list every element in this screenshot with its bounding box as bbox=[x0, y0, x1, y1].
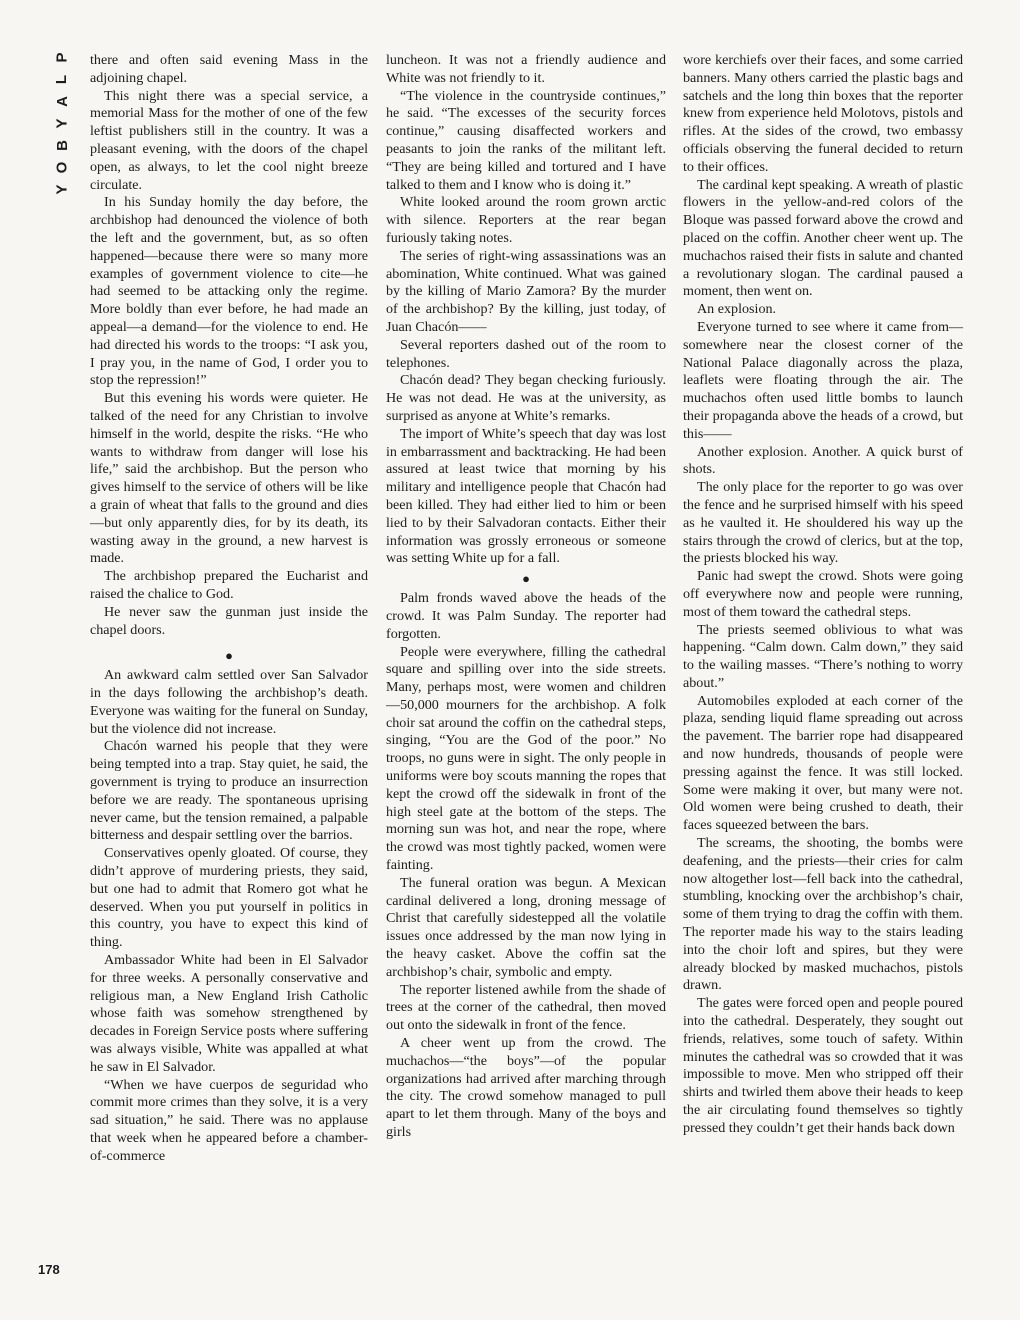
paragraph: Conservatives openly gloated. Of course, they didn’t approve of murdering priests, they said, but one had to admit that Romero got what he deserved. When you put yourself in politics in this country, you have to expect this kind of thing. bbox=[90, 845, 368, 951]
running-head-letter: P bbox=[53, 52, 71, 63]
paragraph: Ambassador White had been in El Salvador for three weeks. A personally conservative and religious man, a New England Irish Catholic whose faith was somehow strengthened by decades in Foreign Service posts where suffering was always visible, White was appalled at what he saw in El Salvador. bbox=[90, 952, 368, 1075]
paragraph: The funeral oration was begun. A Mexican cardinal delivered a long, droning message of Christ that carefully sidestepped all the volatile issues once addressed by the man now lying in the heavy casket. Above the coffin sat the archbishop’s chair, symbolic and empty. bbox=[386, 874, 666, 980]
paragraph: Several reporters dashed out of the room to telephones. bbox=[386, 336, 666, 371]
paragraph: This night there was a special service, a memorial Mass for the mother of one of the few leftist publishers still in the country. It was a pleasant evening, with the doors of the chapel open, as always, to let the cool night breeze circulate. bbox=[90, 87, 368, 193]
paragraph: The only place for the reporter to go was over the fence and he surprised himself with his speed as he vaulted it. He shouldered his way up the stairs through the crowd of clerics, but at the top, the priests blocked his way. bbox=[683, 479, 963, 567]
paragraph: But this evening his words were quieter. He talked of the need for any Christian to involve himself in the world, despite the risks. “He who wants to withdraw from danger will lose his life,” said the archbishop. But the person who gives himself to the service of others will be like a grain of wheat that falls to the ground and dies—but only apparently dies, for by its death, its wasting away in the ground, a new harvest is made. bbox=[90, 390, 368, 567]
paragraph: In his Sunday homily the day before, the archbishop had denounced the violence of both the left and the government, but, as so often happened—because there were so many more examples of government violence to cite—he had seemed to be attacking only the regime. More boldly than ever before, he had made an appeal—a demand—for the violence to end. He had directed his words to the troops: “I ask you, I pray you, in the name of God, I order you to stop the repression!” bbox=[90, 194, 368, 389]
running-head-letter: B bbox=[53, 140, 71, 151]
paragraph: An awkward calm settled over San Salvador in the days following the archbishop’s death. Everyone was waiting for the funeral on Sunday, but the violence did not increase. bbox=[90, 667, 368, 737]
running-head-letter: A bbox=[53, 96, 71, 107]
running-head-letter: Y bbox=[53, 184, 71, 195]
page-number: 178 bbox=[38, 1262, 60, 1277]
column-3 bbox=[683, 52, 963, 1138]
running-head-letter: Y bbox=[53, 118, 71, 129]
column-2 bbox=[386, 52, 666, 1142]
paragraph: wore kerchiefs over their faces, and some carried banners. Many others carried the plastic bags and satchels and the long thin boxes that the reporter knew from experience held Molotovs, pistols and rifles. At the sides of the crowd, two embassy officials observing the funeral decided to return to their offices. bbox=[683, 52, 963, 175]
paragraph: The series of right-wing assassinations was an abomination, White continued. What was gained by the killing of Mario Zamora? By the murder of the archbishop? By the killing, just today, of Juan Chacón—— bbox=[386, 247, 666, 335]
paragraph: Everyone turned to see where it came from—somewhere near the closest corner of the National Palace diagonally across the plaza, leaflets were floating through the air. The muchachos often used little bombs to launch their propaganda above the heads of a crowd, but this—— bbox=[683, 318, 963, 442]
paragraph: Automobiles exploded at each corner of the plaza, sending liquid flame spreading out across the pavement. The barrier rope had disappeared and now hundreds, thousands of people were pressing against the fence. It was still locked. Some were making it over, but many were not. Old women were being crushed to death, their faces squeezed between the bars. bbox=[683, 692, 963, 834]
running-head-letter: O bbox=[53, 161, 71, 174]
paragraph: “The violence in the countryside continues,” he said. “The excesses of the security forces continue,” causing disaffected workers and peasants to join the ranks of the militant left. “They are being killed and tortured and I have talked to them and I know who is doing it.” bbox=[386, 87, 666, 193]
paragraph: The gates were forced open and people poured into the cathedral. Desperately, they sought out friends, relatives, some touch of safety. Within minutes the cathedral was so crowded that it was impossible to move. Men who stripped off their shirts and twirled them above their heads to keep the air circulating found themselves so tightly pressed they couldn’t get their hands back down bbox=[683, 995, 963, 1136]
paragraph: Chacón dead? They began checking furiously. He was not dead. He was at the university, as surprised as anyone at White’s remarks. bbox=[386, 372, 666, 424]
paragraph: People were everywhere, filling the cathedral square and spilling over into the side streets. Many, perhaps most, were women and children—50,000 mourners for the archbishop. A folk choir sat around the coffin on the cathedral steps, singing, “You are the God of the poor.” No troops, no guns were in sight. The only people in uniforms were boy scouts manning the ropes that kept the crowd off the sidewalk in front of the high steel gate at the bottom of the steps. The morning sun was hot, and near the rope, where the crowd was most tightly packed, women were fainting. bbox=[386, 643, 666, 874]
section-break-ornament: ● bbox=[225, 648, 233, 664]
paragraph: Another explosion. Another. A quick burst of shots. bbox=[683, 443, 963, 478]
paragraph: luncheon. It was not a friendly audience and White was not friendly to it. bbox=[386, 52, 666, 86]
paragraph: The import of White’s speech that day was lost in embarrassment and backtracking. He had been assured at least twice that morning by his military and intelligence people that Chacón had been killed. They had either lied to him or been lied to by their Salvadoran contacts. Either their information was grossly erroneous or someone was setting White up for a fall. bbox=[386, 425, 666, 567]
paragraph: A cheer went up from the crowd. The muchachos—“the boys”—of the popular organizations had arrived after marching through the city. The crowd somehow managed to pull apart to let them through. Many of the boys and girls bbox=[386, 1035, 666, 1141]
paragraph: An explosion. bbox=[697, 301, 777, 318]
paragraph: He never saw the gunman just inside the chapel doors. bbox=[90, 603, 368, 638]
paragraph: White looked around the room grown arctic with silence. Reporters at the rear began furiously taking notes. bbox=[386, 194, 666, 246]
paragraph: Panic had swept the crowd. Shots were going off everywhere now and people were running, most of them toward the cathedral steps. bbox=[683, 568, 963, 620]
running-head bbox=[48, 48, 76, 199]
column-1 bbox=[90, 52, 368, 1166]
paragraph: The reporter listened awhile from the shade of trees at the corner of the cathedral, then moved out onto the sidewalk in front of the fence. bbox=[386, 981, 666, 1034]
paragraph: there and often said evening Mass in the adjoining chapel. bbox=[90, 52, 368, 86]
running-head-letter: L bbox=[53, 74, 71, 85]
paragraph: The priests seemed oblivious to what was happening. “Calm down. Calm down,” they said to the wailing masses. “There’s nothing to worry about.” bbox=[683, 621, 963, 691]
paragraph: “When we have cuerpos de seguridad who commit more crimes than they solve, it is a very sad situation,” he said. There was no applause that week when he appeared before a chamber-of-commerce bbox=[90, 1076, 368, 1164]
section-break-ornament: ● bbox=[522, 571, 530, 587]
paragraph: The archbishop prepared the Eucharist and raised the chalice to God. bbox=[90, 568, 368, 602]
paragraph: Palm fronds waved above the heads of the crowd. It was Palm Sunday. The reporter had forgotten. bbox=[386, 590, 666, 642]
paragraph: The screams, the shooting, the bombs were deafening, and the priests—their cries for calm now altogether lost—fell back into the cathedral, stumbling, knocking over the archbishop’s chair, some of them trying to drag the coffin with them. The reporter made his way to the stairs leading into the choir loft and spires, but they were already blocked by masked muchachos, pistols drawn. bbox=[683, 835, 963, 994]
paragraph: Chacón warned his people that they were being tempted into a trap. Stay quiet, he said, the government is trying to produce an insurrection before we are ready. The spontaneous uprising never came, but the tension remained, a palpable bitterness and despair settling over the barrios. bbox=[90, 738, 368, 844]
paragraph: The cardinal kept speaking. A wreath of plastic flowers in the yellow-and-red colors of the Bloque was passed forward above the crowd and placed on the coffin. Another cheer went up. The muchachos raised their fists in salute and chanted a revolutionary slogan. The cardinal paused a moment, then went on. bbox=[683, 176, 963, 300]
